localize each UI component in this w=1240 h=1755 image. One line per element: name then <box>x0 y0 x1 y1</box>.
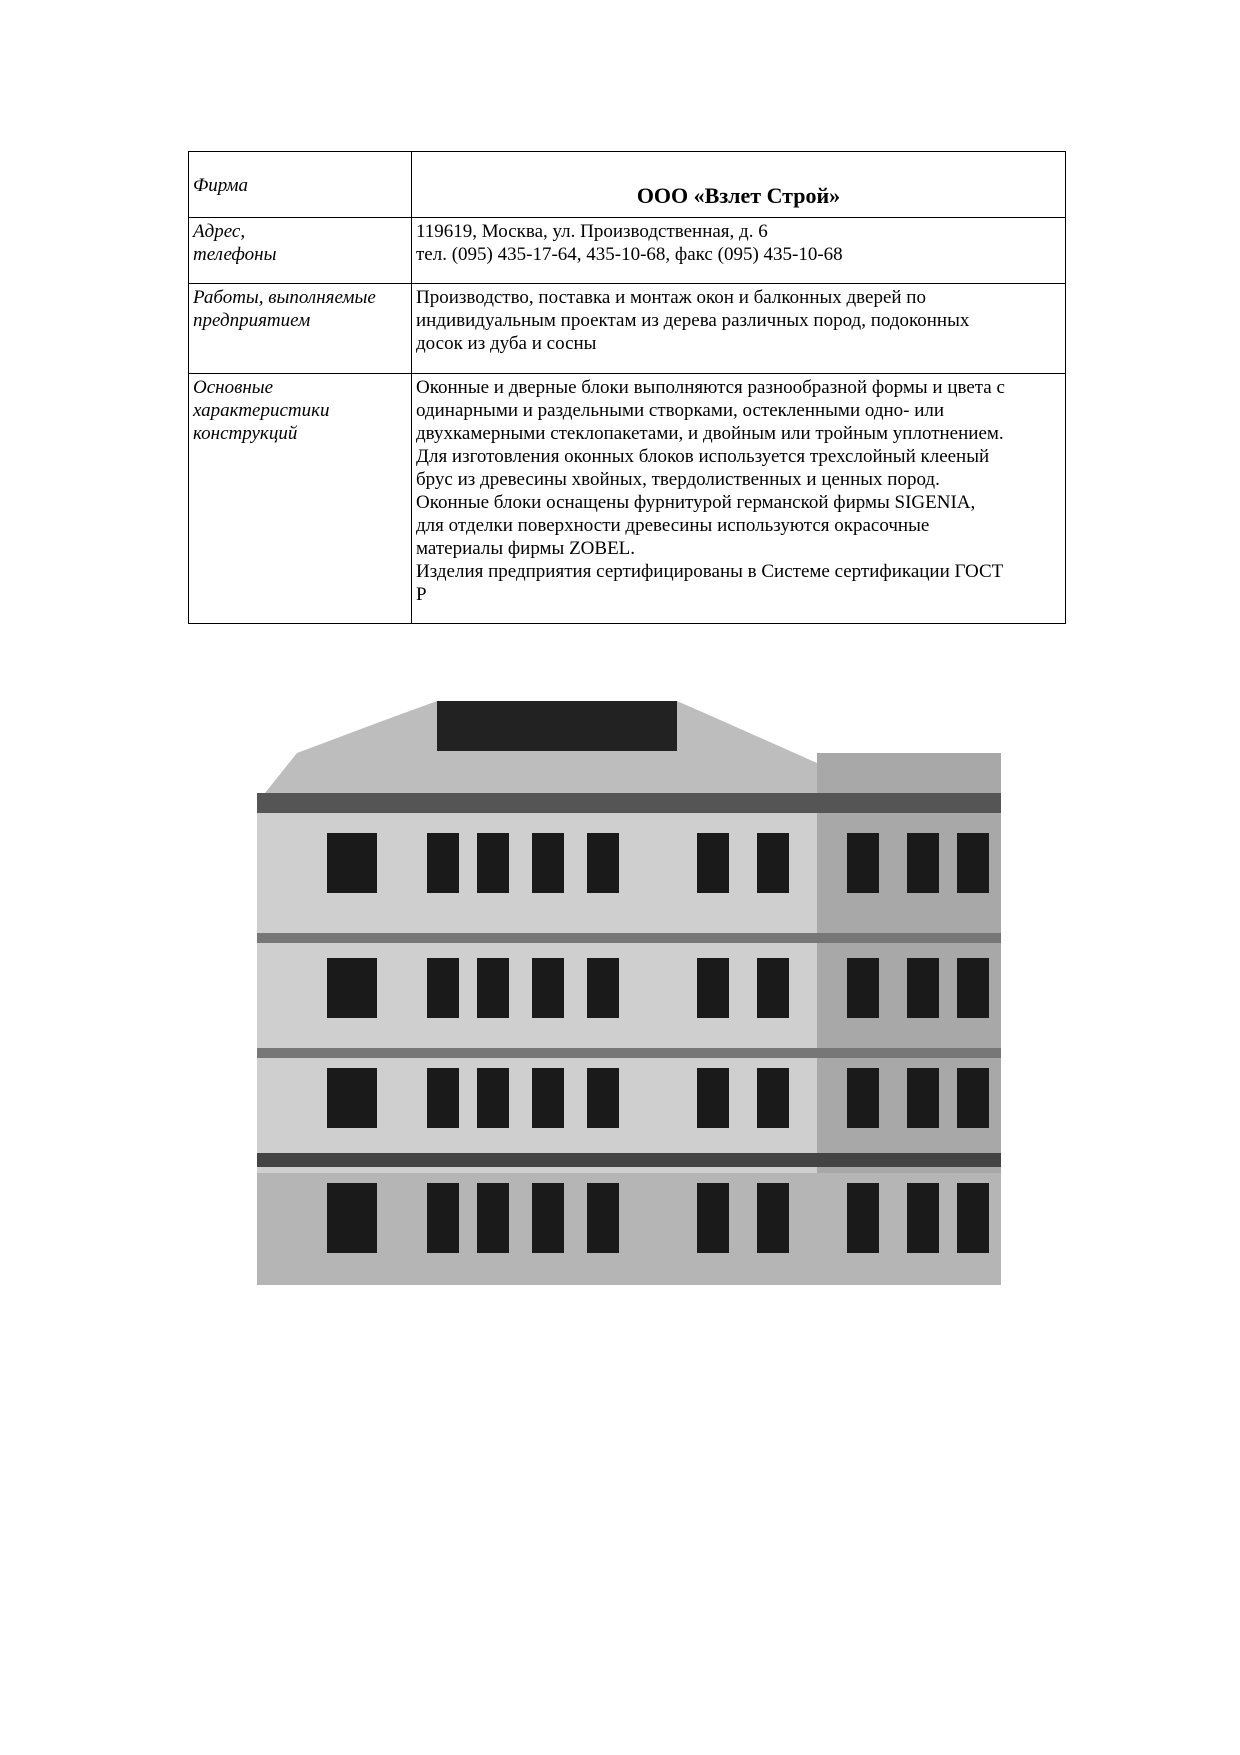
label-line: телефоны <box>193 244 277 265</box>
window <box>532 958 564 1018</box>
label-line: Адрес, <box>193 221 246 242</box>
company-name: ООО «Взлет Строй» <box>636 183 841 208</box>
table-row <box>189 152 1066 218</box>
window <box>477 833 509 893</box>
window <box>427 833 459 893</box>
label-line: характеристики <box>193 400 330 421</box>
window <box>697 833 729 893</box>
window <box>907 1068 939 1128</box>
label-line: Работы, выполняемые <box>193 287 376 308</box>
row-label <box>189 284 412 374</box>
value-line: Оконные и дверные блоки выполняются разнообразной формы и цвета с <box>416 377 1005 398</box>
label-line: предприятием <box>193 310 311 331</box>
table-row <box>189 284 1066 374</box>
value-line: Оконные блоки оснащены фурнитурой германской фирмы SIGENIA, <box>416 492 976 513</box>
value-line: Для изготовления оконных блоков используется трехслойный клееный <box>416 446 990 467</box>
window <box>477 1068 509 1128</box>
window <box>427 1183 459 1253</box>
window <box>847 833 879 893</box>
window <box>327 1068 377 1128</box>
window <box>907 1183 939 1253</box>
value-line: брус из древесины хвойных, твердолиственных и ценных пород. <box>416 469 940 490</box>
row-value <box>412 374 1066 624</box>
window <box>757 958 789 1018</box>
row-label <box>189 374 412 624</box>
row-value <box>412 152 1066 218</box>
window <box>697 958 729 1018</box>
window <box>697 1183 729 1253</box>
window <box>477 958 509 1018</box>
window <box>757 833 789 893</box>
window <box>907 833 939 893</box>
value-line: Изделия предприятия сертифицированы в Системе сертификации ГОСТ <box>416 561 1004 582</box>
window <box>587 1183 619 1253</box>
value-line: одинарными и раздельными створками, остекленными одно- или <box>416 400 945 421</box>
label-firm: Фирма <box>193 175 248 196</box>
value-line: Производство, поставка и монтаж окон и балконных дверей по <box>416 287 926 308</box>
label-line: Основные <box>193 377 274 398</box>
building-photo <box>257 693 1001 1285</box>
window <box>757 1068 789 1128</box>
table-row <box>189 218 1066 284</box>
window <box>957 1183 989 1253</box>
company-info-table <box>188 151 1066 624</box>
window <box>587 833 619 893</box>
row-value <box>412 218 1066 284</box>
label-line: конструкций <box>193 423 298 444</box>
window <box>532 833 564 893</box>
window <box>957 833 989 893</box>
window <box>697 1068 729 1128</box>
value-line: индивидуальным проектам из дерева различных пород, подоконных <box>416 310 970 331</box>
window <box>757 1183 789 1253</box>
row-label <box>189 218 412 284</box>
window <box>587 1068 619 1128</box>
value-line: досок из дуба и сосны <box>416 333 597 354</box>
window <box>847 1068 879 1128</box>
window <box>327 833 377 893</box>
value-line: двухкамерными стеклопакетами, и двойным или тройным уплотнением. <box>416 423 1004 444</box>
value-line: Р <box>416 584 427 605</box>
window <box>847 1183 879 1253</box>
phones: тел. (095) 435-17-64, 435-10-68, факс (095) 435-10-68 <box>416 244 843 265</box>
row-value <box>412 284 1066 374</box>
window <box>327 1183 377 1253</box>
building-facade <box>257 701 1001 1285</box>
address: 119619, Москва, ул. Производственная, д. 6 <box>416 221 768 242</box>
window <box>477 1183 509 1253</box>
window <box>587 958 619 1018</box>
window <box>957 958 989 1018</box>
window <box>847 958 879 1018</box>
window <box>532 1068 564 1128</box>
table-row <box>189 374 1066 624</box>
window <box>427 1068 459 1128</box>
window <box>427 958 459 1018</box>
row-label <box>189 152 412 218</box>
window <box>907 958 939 1018</box>
value-line: материалы фирмы ZOBEL. <box>416 538 636 559</box>
window <box>327 958 377 1018</box>
window <box>532 1183 564 1253</box>
window <box>957 1068 989 1128</box>
value-line: для отделки поверхности древесины используются окрасочные <box>416 515 930 536</box>
